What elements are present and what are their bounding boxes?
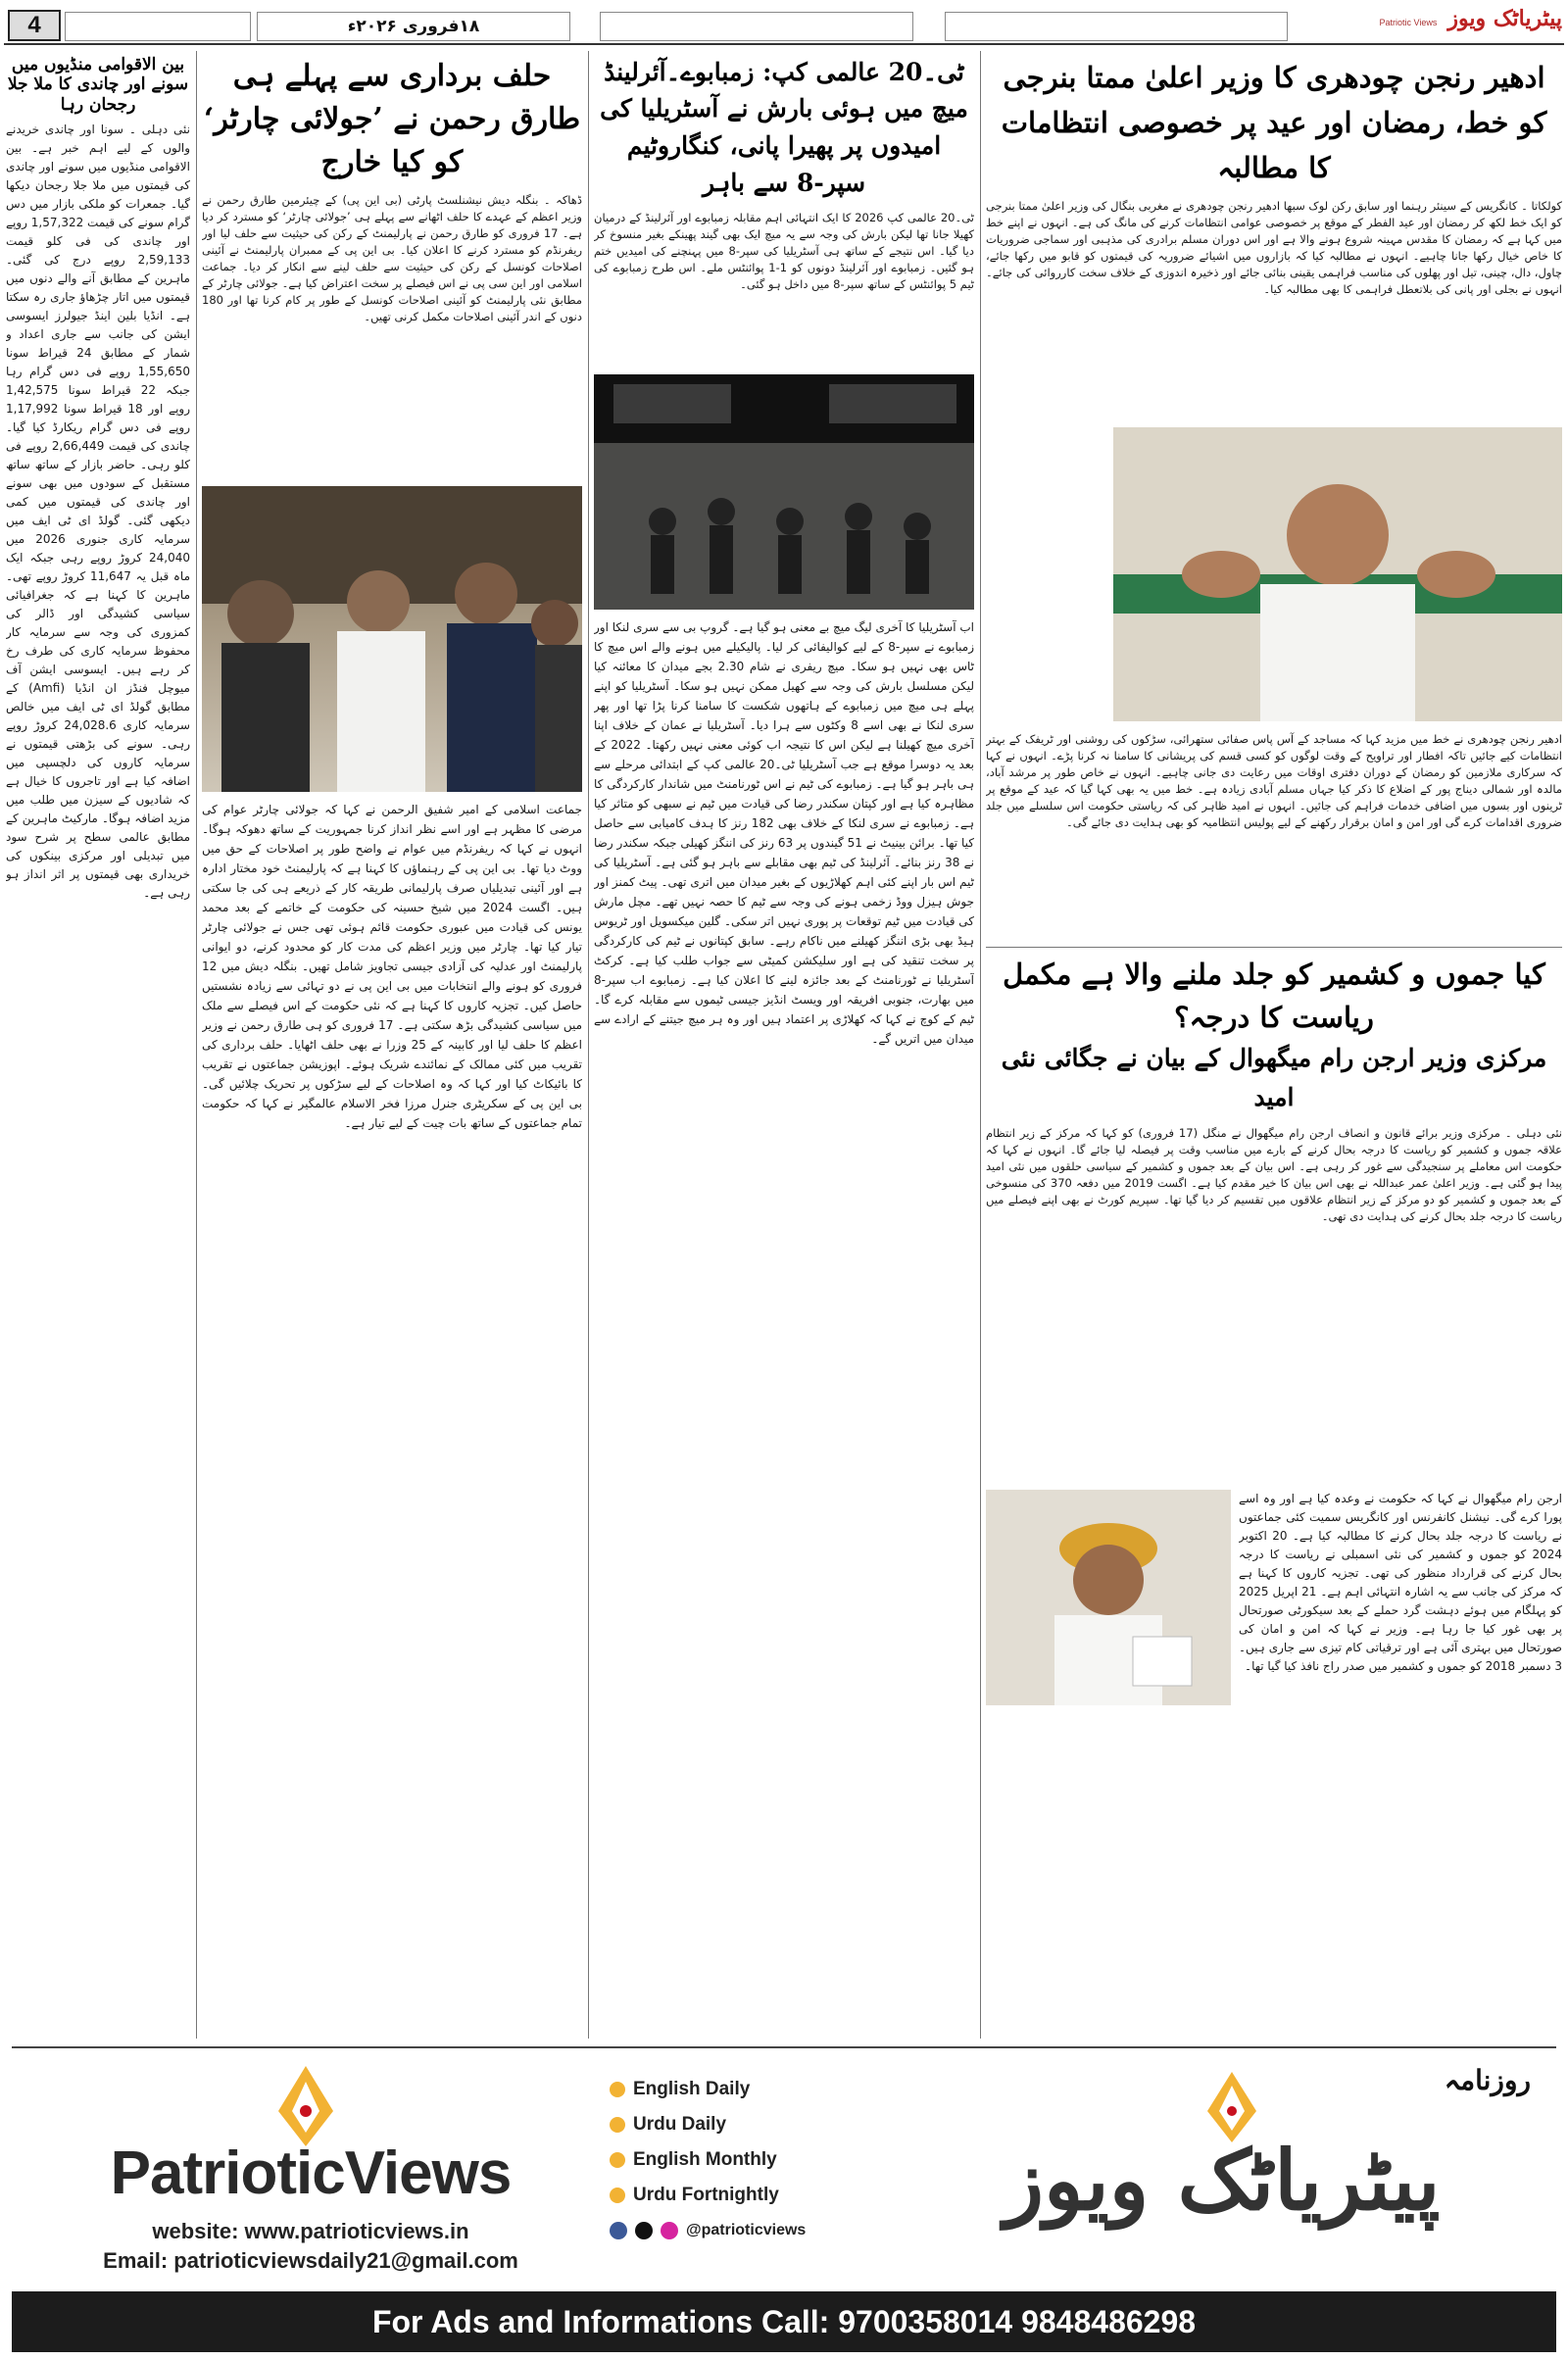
- masthead-title: پیٹریاٹک ویوز: [1447, 6, 1562, 31]
- bullet-icon: [610, 2082, 625, 2097]
- cricket-body-top: ٹی۔20 عالمی کپ 2026 کا ایک انتہائی اہم مقابلہ زمبابوے اور آئرلینڈ کے درمیان کھیلا جانا تھا لیکن بارش کی وجہ سے یہ میچ ایک بھی گیند پھینکے بغیر منسوخ کر دیا گیا۔ اس نتیجے کے ساتھ ہی آسٹریلیا کی سپر-8 میں پہنچنے کی امیدیں ختم ہو گئیں۔ زمبابوے اور آئرلینڈ دونوں کو 1-1 پوائنٹس ملے۔ اس طرح زمبابوے کی ٹیم 5 پوائنٹس کے ساتھ سپر-8 میں داخل ہو گئی۔: [594, 211, 974, 291]
- ad-website[interactable]: website: www.patrioticviews.in: [152, 2219, 469, 2243]
- photo-illustration: [1113, 427, 1562, 721]
- masthead-small: Patriotic Views: [1379, 18, 1438, 27]
- gold-headline: بین الاقوامی منڈیوں میں سونے اور چاندی کا ملا جلا رجحان رہا: [7, 55, 189, 115]
- adhir-story: [986, 55, 1562, 942]
- adhir-ranjan-photo: [1113, 427, 1562, 721]
- kashmir-body-top: نئی دہلی ۔ مرکزی وزیر برائے قانون و انصاف ارجن رام میگھوال نے منگل (17 فروری) کو کہا کہ مرکز کے زیر انتظام علاقہ جموں و کشمیر کو ریاست کا درجہ بحال کرنے کے بارے میں مناسب وقت پر فیصلہ لیا جائے گا۔ انہوں نے کہا کہ حکومت اس معاملے پر سنجیدگی سے غور کر رہی ہے۔ اس بیان کے بعد جموں و کشمیر کے سیاسی حلقوں میں نئی امید پیدا ہو گئی ہے۔ وزیر اعلیٰ عمر عبداللہ نے بھی اس بیان کا خیر مقدم کیا ہے۔ اگست 2019 میں دفعہ 370 کی منسوخی کے بعد جموں و کشمیر کو دو مرکز کے زیر انتظام علاقوں میں تقسیم کر دیا گیا تھا۔ سپریم کورٹ نے بھی اپنے فیصلے میں ریاست کا درجہ جلد بحال کرنے کی ہدایت دی تھی۔: [986, 1126, 1562, 1223]
- photo-illustration: [202, 486, 582, 792]
- adhir-body-left-of-photo: [986, 427, 1105, 721]
- kashmir-subhead: مرکزی وزیر ارجن رام میگھوال کے بیان نے جگائی نئی امید: [1001, 1044, 1547, 1111]
- kashmir-headline: کیا جموں و کشمیر کو جلد ملنے والا ہے مکمل ریاست کا درجہ؟: [1003, 958, 1545, 1034]
- ad-social-handle[interactable]: @patrioticviews: [686, 2222, 807, 2238]
- ad-urdu-small: روزنامہ: [1444, 2064, 1531, 2096]
- ad-publication-item: English Monthly: [610, 2142, 864, 2178]
- ad-social-row[interactable]: [610, 2213, 864, 2248]
- bangladesh-headline: حلف برداری سے پہلے ہی طارق رحمن نے ’جولائی چارٹر‘ کو کیا خارج: [203, 59, 581, 179]
- header-date: ۱۸فروری ۲۰۲۶ء: [347, 17, 480, 36]
- story-divider: [986, 947, 1562, 948]
- cricket-kicker: ٹی۔20 عالمی کپ: زمبابوے۔آئرلینڈ: [604, 58, 964, 86]
- adhir-body-bottom: ادھیر رنجن چودھری نے خط میں مزید کہا کہ مساجد کے آس پاس صفائی ستھرائی، سڑکوں کی روشنی اور ٹریفک کے بہتر انتظامات کیے جائیں تاکہ افطار اور تراویح کے وقت لوگوں کو کسی قسم کی پریشانی کا سامنا نہ کرنا پڑے۔ انہوں نے کہا کہ سرکاری ملازمین کو رمضان کے دوران دفتری اوقات میں رعایت دی جانی چاہیے۔ انہوں نے خاص طور پر مرشد آباد، مالدہ اور شمالی دیناج پور کے اضلاع کا ذکر کیا جہاں مسلم آبادی زیادہ ہے۔ خط میں یہ بھی کہا گیا کہ عید کے موقع پر ٹرینوں اور بسوں میں اضافی خدمات فراہم کی جائیں۔ انہوں نے امید ظاہر کی کہ ریاستی حکومت اس سلسلے میں جلد ضروری اقدامات کرے گی اور امن و امان برقرار رکھنے کے لیے پولیس انتظامیہ کو بھی ہدایت دی جائے گی۔: [986, 732, 1562, 829]
- bullet-icon: [610, 2117, 625, 2133]
- bullet-icon: [610, 2188, 625, 2203]
- patriotic-views-ad: [12, 2046, 1556, 2352]
- adhir-body-top: کولکاتا ۔ کانگریس کے سینئر رہنما اور سابق رکن لوک سبھا ادھیر رنجن چودھری نے مغربی بنگال کی وزیر اعلیٰ ممتا بنرجی کو ایک خط لکھ کر رمضان اور عید الفطر کے موقع پر خصوصی عوامی انتظامات کرنے کی مانگ کی ہے۔ انہوں نے اپنے خط میں کہا ہے کہ رمضان کا مقدس مہینہ شروع ہونے والا ہے اور اس دوران مسلم برادری کی مذہبی اور سماجی ضروریات کا خاص خیال رکھا جانا چاہیے۔ انہوں نے مطالبہ کیا کہ بازاروں میں اشیائے ضروریہ کی قیمتوں کو قابو میں رکھا جائے، چاول، دال، چینی، تیل اور پھلوں کی مناسب فراہمی یقینی بنائی جائے اور ذخیرہ اندوزی کے خلاف سخت کارروائی کی جائے۔ انہوں نے بجلی اور پانی کی بلاتعطل فراہمی کا بھی مطالبہ کیا۔: [986, 199, 1562, 296]
- bangladesh-body-bottom: جماعت اسلامی کے امیر شفیق الرحمن نے کہا کہ جولائی چارٹر عوام کی مرضی کا مظہر ہے اور اسے نظر انداز کرنا جمہوریت کے ساتھ دھوکہ ہوگا۔ انہوں نے کہا کہ ریفرنڈم میں عوام نے واضح طور پر اصلاحات کے حق میں ووٹ دیا تھا۔ بی این پی کے رہنماؤں کا کہنا ہے کہ پارلیمنٹ خود مختار ادارہ ہے اور آئینی تبدیلیاں صرف پارلیمانی طریقہ کار کے ذریعے ہی کی جا سکتی ہیں۔ اگست 2024 میں شیخ حسینہ کی حکومت کے خاتمے کے بعد محمد یونس کی قیادت میں عبوری حکومت قائم ہوئی تھی جس نے جولائی چارٹر تیار کیا تھا۔ چارٹر میں وزیر اعظم کی مدت کار کو محدود کرنے، دو ایوانی پارلیمنٹ اور عدلیہ کی آزادی جیسی تجاویز شامل تھیں۔ بنگلہ دیش میں 12 فروری کو ہونے والے انتخابات میں بی این پی نے دو تہائی سے زیادہ نشستیں حاصل کیں۔ تجزیہ کاروں کا کہنا ہے کہ نئی حکومت کے اس فیصلے سے ملک میں سیاسی کشیدگی بڑھ سکتی ہے۔ 17 فروری کو ہی طارق رحمن نے وزیر اعظم کا حلف لیا اور کابینہ کے 25 وزرا نے بھی حلف اٹھایا۔ حلف برداری کی تقریب میں کئی ممالک کے نمائندے شریک ہوئے۔ اپوزیشن جماعتوں نے تقریب کا بائیکاٹ کیا اور کہا کہ وہ اصلاحات کے لیے سڑکوں پر تحریک چلائیں گی۔ بی این پی کے سکریٹری جنرل مرزا فخر الاسلام عالمگیر نے کہا کہ حکومت تمام جماعتوں کے ساتھ بات چیت کے لیے تیار ہے۔: [202, 803, 582, 1130]
- cricket-body-bottom: اب آسٹریلیا کا آخری لیگ میچ بے معنی ہو گیا ہے۔ گروپ بی سے سری لنکا اور زمبابوے نے سپر-8 کے لیے کوالیفائی کر لیا۔ پالیکیلے میں ہونے والے اس میچ کا ٹاس بھی نہیں ہو سکا۔ میچ ریفری نے شام 2.30 بجے میدان کا معائنہ کیا لیکن مسلسل بارش کی وجہ سے کھیل ممکن نہیں ہو سکا۔ آسٹریلیا کو اپنے پہلے ہی میچ میں زمبابوے کے ہاتھوں شکست کا سامنا کرنا پڑا تھا اور پھر سری لنکا نے بھی اسے 8 وکٹوں سے ہرا دیا۔ آسٹریلیا نے عمان کے خلاف اپنا آخری میچ کھیلنا ہے لیکن اس کا نتیجہ اب کوئی معنی نہیں رکھتا۔ 2022 کے بعد یہ دوسرا موقع ہے جب آسٹریلیا ٹی۔20 عالمی کپ کے ابتدائی مرحلے سے ہی باہر ہو گیا ہے۔ زمبابوے کی ٹیم نے اس ٹورنامنٹ میں شاندار کارکردگی کا مظاہرہ کیا ہے اور کپتان سکندر رضا کی قیادت میں ٹیم نے سبھی کو متاثر کیا ہے۔ زمبابوے نے سری لنکا کے خلاف بھی 182 رنز کا ہدف کامیابی سے حاصل کیا تھا۔ برائن بینیٹ نے 51 گیندوں پر 63 رنز کی اننگز کھیلی جبکہ سکندر رضا نے 38 رنز بنائے۔ آئرلینڈ کی ٹیم بھی مقابلے سے باہر ہو گئی ہے۔ آسٹریلیا کی ٹیم اس بار اپنے کئی اہم کھلاڑیوں کے بغیر میدان میں اتری تھی۔ پیٹ کمنز اور جوش ہیزل ووڈ زخمی ہونے کی وجہ سے ٹیم کا حصہ نہیں تھے۔ مچل مارش کی قیادت میں ٹیم توقعات پر پوری نہیں اتر سکی۔ گلین میکسویل اور ٹریوس ہیڈ بھی بڑی اننگز کھیلنے میں ناکام رہے۔ سابق کپتانوں نے ٹیم کی کارکردگی پر سخت تنقید کی ہے اور سلیکشن کمیٹی سے جواب طلب کیا ہے۔ کرکٹ آسٹریلیا نے ٹورنامنٹ کے بعد جائزہ لینے کا اعلان کیا ہے۔ زمبابوے اب سپر-8 میں بھارت، جنوبی افریقہ اور ویسٹ انڈیز جیسی ٹیموں سے مقابلہ کرے گا۔ ٹیم کے کوچ نے کہا کہ کھلاڑی پر اعتماد ہیں اور وہ ہر میچ جیتنے کے ارادے سے میدان میں اتریں گے۔: [594, 620, 974, 1046]
- ad-email[interactable]: Email: patrioticviewsdaily21@gmail.com: [103, 2248, 518, 2273]
- kashmir-story: [986, 953, 1562, 2035]
- ad-urdu-title: پیٹریاٹک ویوز: [1004, 2132, 1441, 2229]
- header-blank-right: [945, 12, 1288, 41]
- meghwal-photo: [986, 1490, 1231, 1705]
- page-number-box: [8, 10, 61, 41]
- column-rule: [980, 51, 981, 2039]
- pen-nib-icon: [257, 2062, 355, 2150]
- tarique-rahman-photo: [202, 486, 582, 792]
- x-icon[interactable]: [635, 2222, 653, 2239]
- ad-urdu-brand: [894, 2058, 1550, 2274]
- ad-brand-name: PatrioticViews: [110, 2139, 512, 2207]
- ad-publications-list: [610, 2072, 864, 2268]
- photo-illustration: [594, 374, 974, 610]
- cricket-stadium-photo: [594, 374, 974, 610]
- ad-publication-item: Urdu Fortnightly: [610, 2178, 864, 2213]
- ad-brand-block: [22, 2062, 600, 2278]
- page-number: 4: [27, 12, 41, 38]
- gold-story: [6, 55, 190, 2035]
- adhir-headline: ادھیر رنجن چودھری کا وزیر اعلیٰ ممتا بنرجی کو خط، رمضان اور عید پر خصوصی انتظامات کا مطالبہ: [1001, 61, 1547, 184]
- ad-contact-line[interactable]: For Ads and Informations Call: 9700358014 9848486298: [371, 2304, 1197, 2339]
- ad-footer-bar: [12, 2291, 1556, 2352]
- bullet-icon: [610, 2152, 625, 2168]
- column-rule: [588, 51, 589, 2039]
- instagram-icon[interactable]: [661, 2222, 678, 2239]
- ad-publication-item: Urdu Daily: [610, 2107, 864, 2142]
- cricket-story: [594, 55, 974, 2035]
- page-header: [4, 6, 1564, 45]
- facebook-icon[interactable]: [610, 2222, 627, 2239]
- ad-publication-item: English Daily: [610, 2072, 864, 2107]
- header-blank-left: [65, 12, 251, 41]
- header-blank-mid: [600, 12, 913, 41]
- header-date-box: [257, 12, 570, 41]
- column-rule: [196, 51, 197, 2039]
- cricket-headline: میچ میں ہوئی بارش نے آسٹریلیا کی امیدوں پر پھیرا پانی، کنگاروٹیم سپر-8 سے باہر: [600, 94, 968, 197]
- kashmir-body-bottom: ارجن رام میگھوال نے کہا کہ حکومت نے وعدہ کیا ہے اور وہ اسے پورا کرے گی۔ نیشنل کانفرنس اور کانگریس سمیت کئی جماعتوں نے ریاست کا درجہ جلد بحال کرنے کا مطالبہ کیا ہے۔ 20 اکتوبر 2024 کو جموں و کشمیر کی نئی اسمبلی نے ریاست کا درجہ بحال کرنے کی قرارداد منظور کی تھی۔ تجزیہ کاروں کا کہنا ہے کہ مرکز کی جانب سے یہ اشارہ انتہائی اہم ہے۔ 21 اپریل 2025 کو پہلگام میں ہوئے دہشت گرد حملے کے بعد سیکورٹی صورتحال پر بھی غور کیا جا رہا ہے۔ وزیر نے کہا کہ امن و امان کی صورتحال میں بہتری آئی ہے اور ترقیاتی کام تیزی سے جاری ہیں۔ 3 دسمبر 2018 کو جموں و کشمیر میں صدر راج نافذ کیا گیا تھا۔: [1239, 1492, 1562, 1673]
- photo-illustration: [986, 1490, 1231, 1705]
- masthead-logo: [1317, 6, 1562, 43]
- bangladesh-body-top: ڈھاکہ ۔ بنگلہ دیش نیشنلسٹ پارٹی (بی این پی) کے چیئرمین طارق رحمن نے وزیر اعظم کے عہدے کا حلف اٹھانے سے پہلے ہی ’جولائی چارٹر‘ کو مسترد کر دیا ہے۔ 17 فروری کو طارق رحمن نے پارلیمنٹ کے رکن کی حیثیت سے حلف لیا اور ریفرنڈم کو مسترد کرنے کا اعلان کیا۔ بی این پی کے ممبران پارلیمنٹ نے آئینی اصلاحات کونسل کے رکن کی حیثیت سے حلف لینے سے انکار کر دیا۔ جماعت اسلامی اور این سی پی نے اس فیصلے پر سخت اعتراض کیا ہے۔ جولائی چارٹر کے مطابق نئی پارلیمنٹ کو آئینی اصلاحات کونسل کے طور پر کام کرنا تھا اور 180 دنوں کے اندر آئینی اصلاحات مکمل کرنی تھیں۔: [202, 193, 582, 323]
- bangladesh-story: [202, 55, 582, 2035]
- gold-body: نئی دہلی ۔ سونا اور چاندی خریدنے والوں کے لیے اہم خبر ہے۔ بین الاقوامی منڈیوں میں سونے اور چاندی کی قیمتوں میں ملا جلا رجحان دیکھا گیا۔ جمعرات کو ملکی بازار میں دس گرام سونے کی قیمت 1,57,322 روپے اور چاندی کی فی کلو قیمت 2,59,133 روپے درج کی گئی۔ ماہرین کے مطابق آنے والے دنوں میں قیمتوں میں اتار چڑھاؤ جاری رہ سکتا ہے۔ انڈیا بلین اینڈ جیولرز ایسوسی ایشن کی جانب سے جاری اعداد و شمار کے مطابق 24 قیراط سونا 1,55,650 روپے فی دس گرام رہا جبکہ 22 قیراط سونا 1,42,575 روپے اور 18 قیراط سونا 1,17,992 روپے فی دس گرام ریکارڈ کیا گیا۔ چاندی کی قیمت 2,66,449 روپے فی کلو رہی۔ حاضر بازار کے ساتھ ساتھ مستقبل کے سودوں میں بھی سونے اور چاندی کی قیمتوں میں کمی دیکھی گئی۔ گولڈ ای ٹی ایف میں سرمایہ کاری جنوری 2026 میں 24,040 کروڑ روپے رہی جبکہ ایک ماہ قبل یہ 11,647 کروڑ روپے تھی۔ ماہرین کا کہنا ہے کہ جغرافیائی سیاسی کشیدگی اور ڈالر کی کمزوری کی وجہ سے سرمایہ کار محفوظ سرمایہ کاری کی طرف رخ کر رہے ہیں۔ ایسوسی ایشن آف میوچل فنڈز ان انڈیا (Amfi) کے مطابق گولڈ ای ٹی ایف میں خالص سرمایہ کاری 24,028.6 کروڑ روپے رہی۔ سونے کی بڑھتی قیمتوں نے سرمایہ کاروں کی دلچسپی میں اضافہ کیا ہے اور تاجروں کا خیال ہے کہ شادیوں کے سیزن میں طلب میں مزید اضافہ ہوگا۔ مارکیٹ ماہرین کے مطابق عالمی سطح پر شرح سود میں تبدیلی اور مرکزی بینکوں کی خریداری بھی قیمتوں پر اثر انداز ہو رہی ہے۔: [6, 123, 190, 901]
